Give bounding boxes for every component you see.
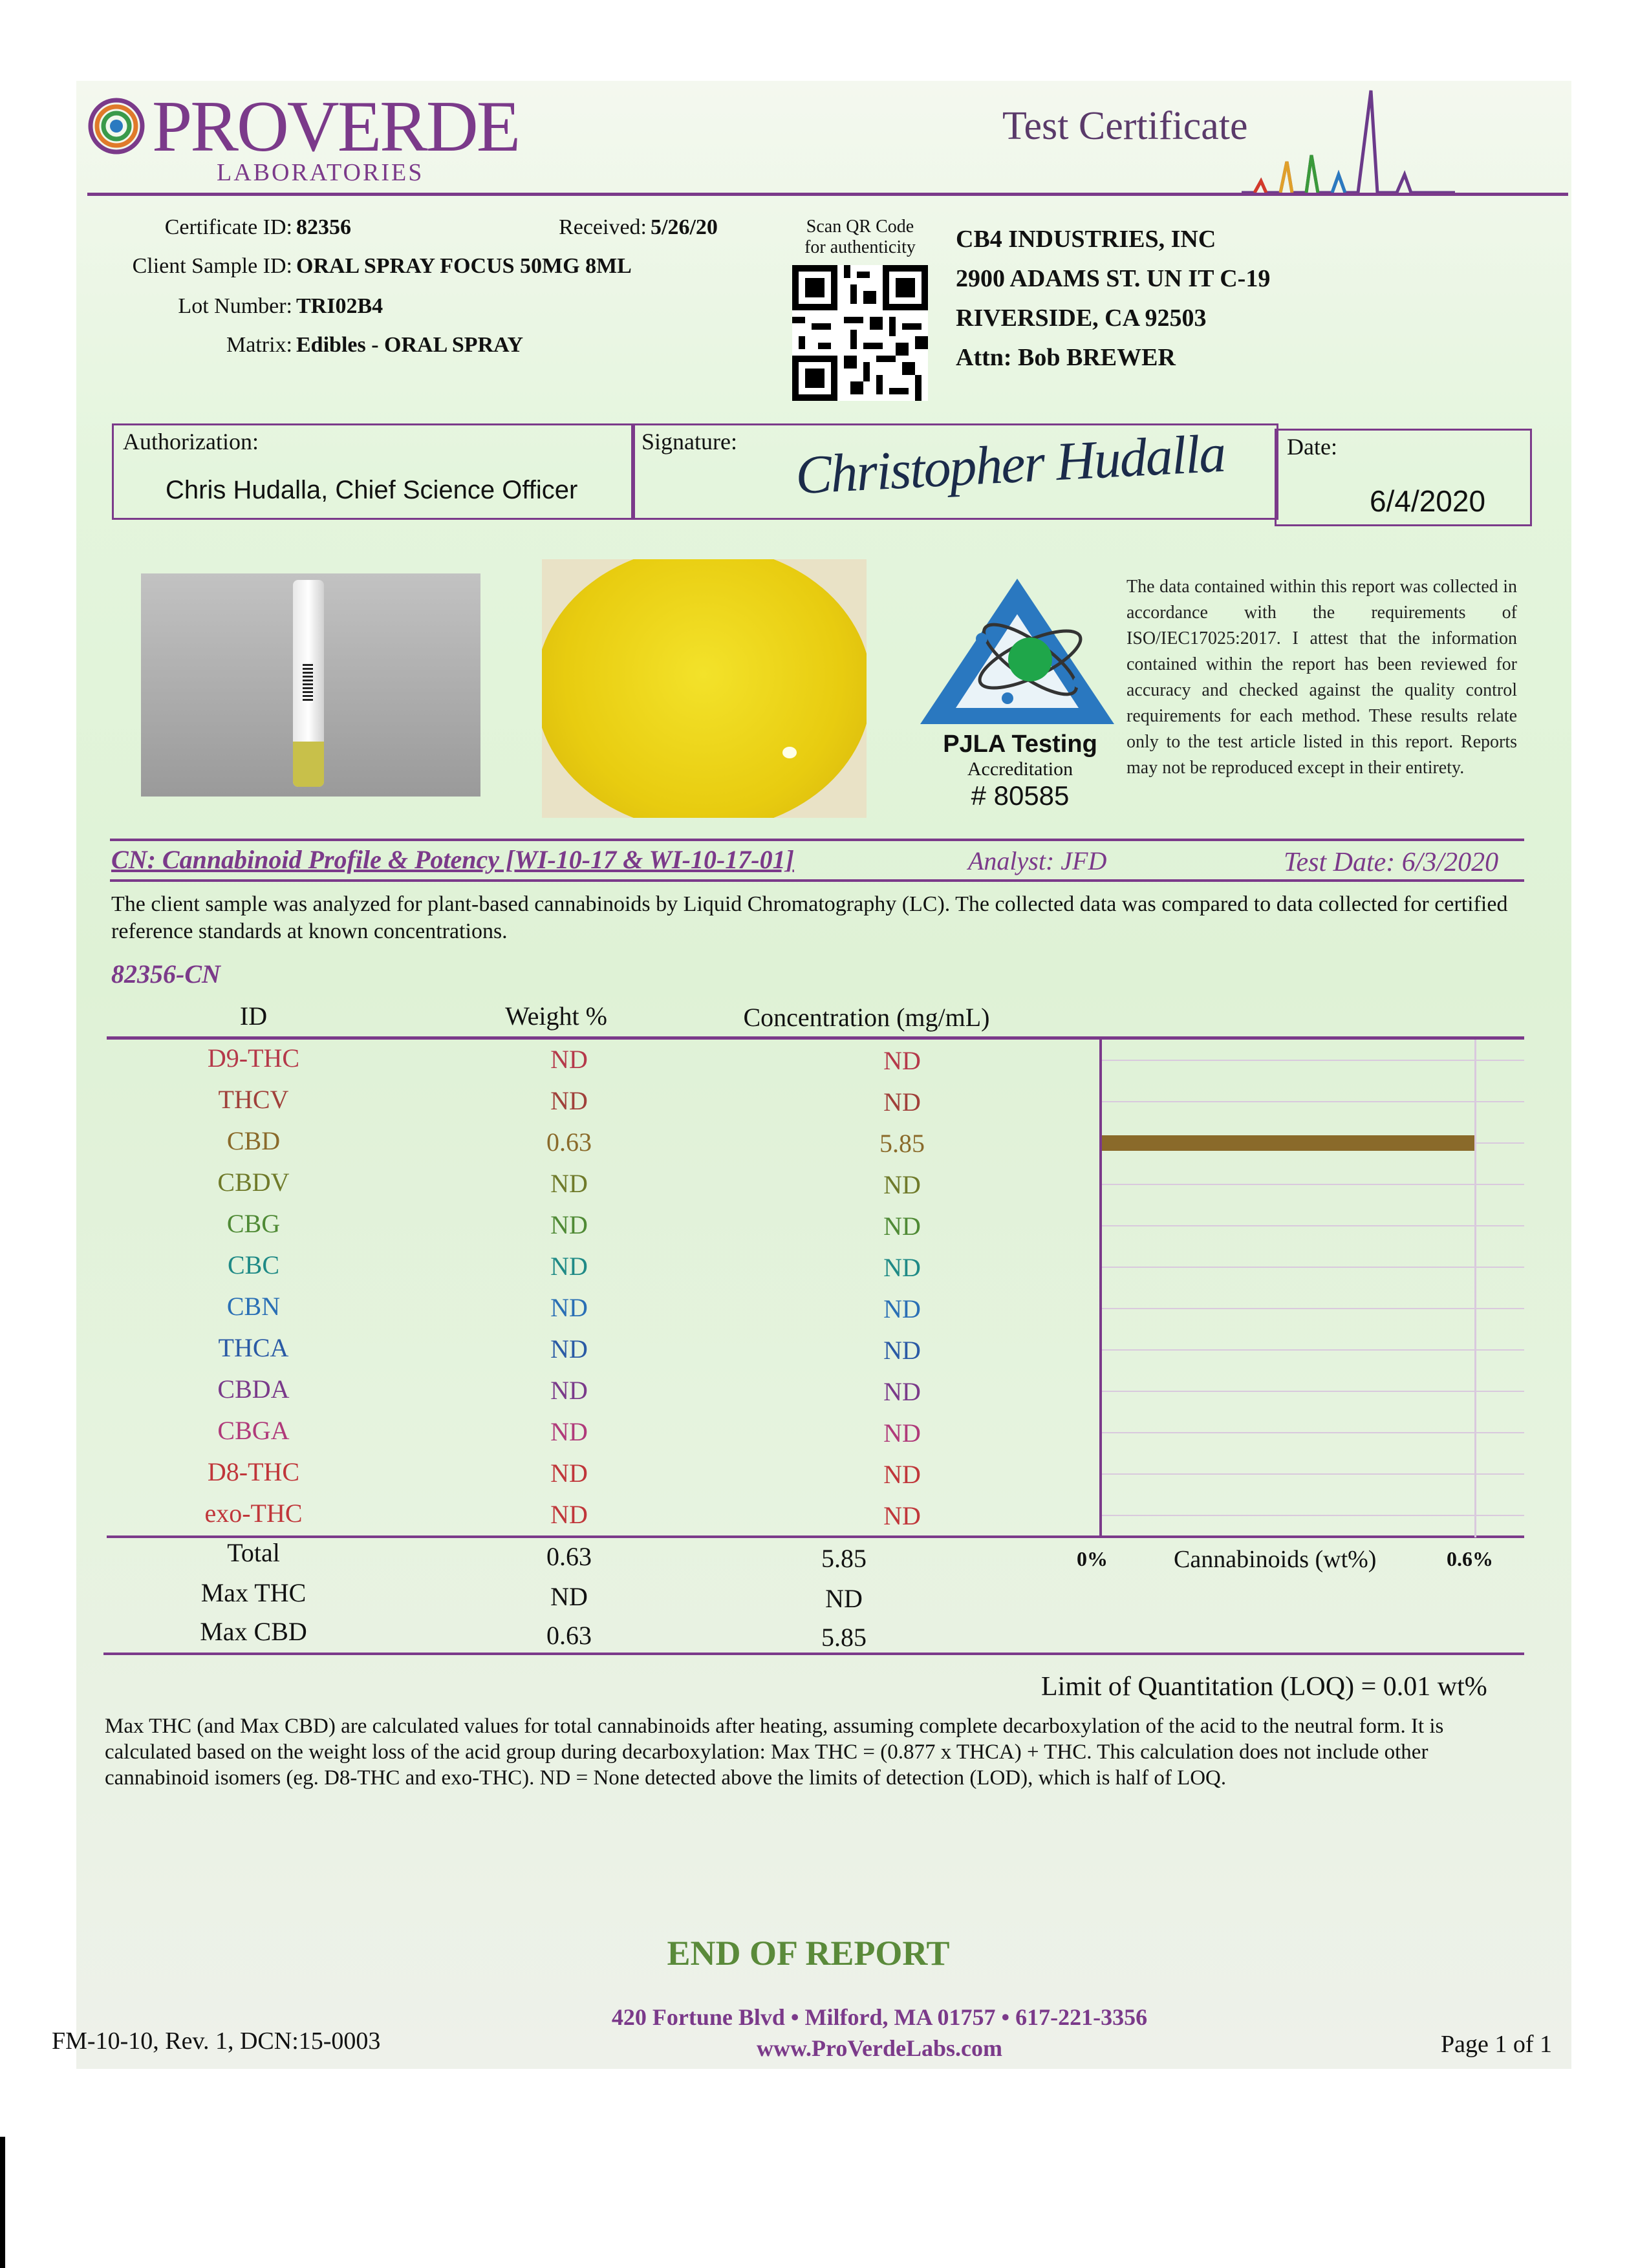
pjla-accreditation-logo [917, 575, 1117, 731]
table-row [107, 1369, 1096, 1410]
matrix-label: Matrix: [226, 333, 292, 357]
table-row [107, 1162, 1096, 1203]
chart-bar-cbd [1102, 1135, 1474, 1151]
row-weight: ND [550, 1500, 588, 1529]
row-weight: ND [550, 1293, 588, 1322]
logo-wordmark: PROVERDE [152, 87, 519, 167]
footer-website[interactable]: www.ProVerdeLabs.com [757, 2035, 1002, 2061]
client-sample-id-label: Client Sample ID: [132, 254, 292, 278]
logo-subtitle: LABORATORIES [217, 159, 424, 186]
sample-vial-photo [141, 573, 480, 797]
certificate-id-label: Certificate ID: [164, 215, 292, 239]
row-concentration: ND [883, 1377, 921, 1406]
row-weight: ND [550, 1169, 588, 1198]
logo-rings-icon [87, 97, 146, 155]
row-weight: ND [550, 1045, 588, 1074]
row-concentration: ND [883, 1212, 921, 1241]
lot-number-value: TRI02B4 [296, 294, 383, 318]
received-value: 5/26/20 [651, 215, 718, 239]
qr-code-icon[interactable] [792, 265, 928, 401]
summary-maxthc-conc: ND [825, 1584, 863, 1613]
chart-gridline [1102, 1060, 1524, 1061]
loq-note: Limit of Quantitation (LOQ) = 0.01 wt% [1041, 1672, 1487, 1702]
date-label: Date: [1287, 434, 1337, 460]
chart-axis-label: Cannabinoids (wt%) [1174, 1546, 1377, 1573]
row-id: D9-THC [207, 1043, 300, 1073]
table-row [107, 1120, 1096, 1162]
sample-code: 82356-CN [111, 959, 221, 989]
row-id: exo-THC [204, 1499, 303, 1528]
chart-gridline [1102, 1308, 1524, 1309]
chart-gridline [1102, 1391, 1524, 1392]
section-rule-bottom [110, 879, 1524, 882]
results-table [107, 1038, 1096, 1535]
authorization-label: Authorization: [123, 429, 259, 455]
row-concentration: ND [883, 1418, 921, 1448]
col-header-concentration: Concentration (mg/mL) [743, 1003, 990, 1032]
client-sample-id-value: ORAL SPRAY FOCUS 50MG 8ML [296, 254, 632, 278]
summary-total-conc: 5.85 [821, 1544, 867, 1573]
calculation-footnote: Max THC (and Max CBD) are calculated values for total cannabinoids after heating, assuming complete decarboxylation of the acid to the neutral form. It is calculated based on the weight loss of the acid group during decarboxylation: Max THC = (0.877 x THCA) + THC. This calculation does not include other cannabinoid isomers (eg. D8-THC and exo-THC). ND = None detected above the limits of detection (LOD), which is half of LOQ. [105, 1715, 1444, 1790]
row-weight: ND [550, 1376, 588, 1405]
chart-gridline [1102, 1267, 1524, 1268]
summary-maxcbd-weight: 0.63 [546, 1621, 592, 1650]
client-attn: Attn: Bob BREWER [956, 344, 1176, 371]
end-of-report: END OF REPORT [667, 1934, 950, 1973]
row-concentration: ND [883, 1460, 921, 1489]
proverde-logo [87, 87, 592, 187]
table-row [107, 1286, 1096, 1327]
footer-address: 420 Fortune Blvd • Milford, MA 01757 • 617-221-3356 [611, 2004, 1148, 2030]
summary-total-label: Total [227, 1538, 280, 1567]
qr-caption [776, 217, 944, 258]
summary-maxcbd-label: Max CBD [200, 1617, 307, 1646]
pjla-number: # 80585 [971, 780, 1070, 811]
row-id: CBG [226, 1209, 281, 1238]
method-description: The client sample was analyzed for plant-based cannabinoids by Liquid Chromatography (LC). The collected data was compared to data collected for certified reference standards at known concentrations. [111, 892, 1508, 943]
table-row [107, 1245, 1096, 1286]
qr-caption-line1: Scan QR Code [806, 217, 914, 237]
row-id: D8-THC [207, 1457, 300, 1486]
page-number: Page 1 of 1 [1441, 2031, 1553, 2058]
chart-gridline [1102, 1515, 1524, 1516]
row-id: CBDA [217, 1375, 290, 1404]
row-weight: ND [550, 1210, 588, 1239]
summary-maxcbd-conc: 5.85 [821, 1623, 867, 1652]
chart-gridline [1102, 1225, 1524, 1226]
row-id: THCV [218, 1085, 289, 1114]
date-value: 6/4/2020 [1370, 484, 1486, 518]
summary-maxthc-weight: ND [550, 1582, 588, 1611]
chart-gridline [1102, 1349, 1524, 1351]
pjla-name: PJLA Testing [943, 731, 1097, 758]
table-row [107, 1327, 1096, 1369]
client-name: CB4 INDUSTRIES, INC [956, 226, 1216, 253]
lot-number-label: Lot Number: [178, 294, 292, 318]
table-row [107, 1038, 1096, 1079]
row-weight: ND [550, 1086, 588, 1115]
pjla-sub: Accreditation [967, 758, 1073, 780]
chart-tick-min: 0% [1077, 1547, 1108, 1570]
received-label: Received: [559, 215, 647, 239]
authorized-by: Chris Hudalla, Chief Science Officer [166, 476, 578, 504]
analyst: Analyst: JFD [968, 846, 1107, 875]
cannabinoid-chart [1099, 1040, 1524, 1537]
section-title: CN: Cannabinoid Profile & Potency [WI-10-17 & WI-10-17-01] [111, 845, 794, 874]
summary-total-weight: 0.63 [546, 1542, 592, 1571]
footer-contact [504, 2002, 1255, 2064]
row-weight: ND [550, 1334, 588, 1364]
table-row [107, 1079, 1096, 1120]
qr-caption-line2: for authenticity [804, 237, 916, 257]
row-concentration: ND [883, 1170, 921, 1199]
summary-maxthc-label: Max THC [200, 1578, 307, 1607]
row-concentration: ND [883, 1294, 921, 1323]
chart-gridline [1102, 1101, 1524, 1102]
row-concentration: ND [883, 1087, 921, 1117]
pjla-text [912, 731, 1128, 811]
col-header-weight: Weight % [505, 1001, 607, 1031]
row-concentration: 5.85 [879, 1129, 925, 1158]
section-rule-top [110, 839, 1524, 841]
chart-gridline [1102, 1432, 1524, 1433]
certificate-title: Test Certificate [1002, 104, 1248, 148]
certificate-id-value: 82356 [296, 215, 351, 239]
client-city: RIVERSIDE, CA 92503 [956, 305, 1207, 332]
row-id: CBGA [217, 1416, 290, 1445]
row-weight: ND [550, 1459, 588, 1488]
signature-label: Signature: [641, 429, 737, 455]
chromatogram-icon [1242, 84, 1455, 200]
form-number: FM-10-10, Rev. 1, DCN:15-0003 [52, 2027, 381, 2055]
handwritten-signature: Christopher Hudalla [794, 423, 1227, 506]
chart-gridline [1102, 1184, 1524, 1185]
row-id: CBN [226, 1292, 281, 1321]
table-row [107, 1410, 1096, 1451]
row-weight: 0.63 [546, 1128, 592, 1157]
table-row [107, 1493, 1096, 1534]
row-concentration: ND [883, 1501, 921, 1530]
row-weight: ND [550, 1417, 588, 1446]
row-id: CBC [227, 1250, 280, 1279]
matrix-value: Edibles - ORAL SPRAY [296, 333, 524, 357]
sample-color-photo [542, 559, 867, 818]
row-concentration: ND [883, 1253, 921, 1282]
row-concentration: ND [883, 1046, 921, 1075]
client-street: 2900 ADAMS ST. UN IT C-19 [956, 265, 1271, 292]
test-date: Test Date: 6/3/2020 [1284, 848, 1499, 877]
row-weight: ND [550, 1252, 588, 1281]
summary-rule [103, 1653, 1524, 1655]
row-concentration: ND [883, 1336, 921, 1365]
client-address [956, 220, 1270, 378]
scan-edge [0, 2137, 5, 2268]
chart-tick-max: 0.6% [1447, 1547, 1493, 1570]
table-row [107, 1451, 1096, 1493]
row-id: THCA [218, 1333, 289, 1362]
row-id: CBDV [217, 1168, 290, 1197]
table-row [107, 1203, 1096, 1245]
iso-statement: The data contained within this report was collected in accordance with the requirements of ISO/IEC17025:2017. I attest that the information contained within the report has been reviewed for accuracy and checked against the quality control requirements for each method. These results relate only to the test article listed in this report. Reports may not be reproduced except in their entirety. [1126, 577, 1517, 778]
chart-gridline [1102, 1473, 1524, 1475]
col-header-id: ID [239, 1001, 268, 1031]
header-rule [87, 193, 1568, 196]
row-id: CBD [226, 1126, 281, 1155]
